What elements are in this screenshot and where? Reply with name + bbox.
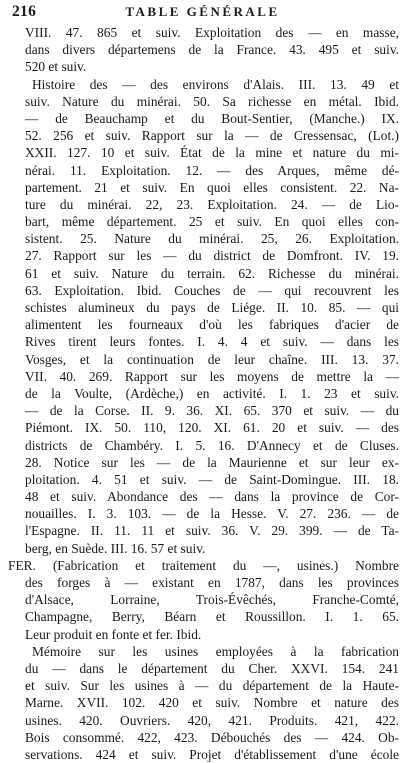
index-line: l'Espagne. II. 11. 11 et suiv. 36. V. 29. 399. — de Ta-: [25, 523, 399, 539]
index-line: sistent. 25. Nature du minérai. 25, 26. Exploitation.: [25, 231, 399, 247]
index-line: du — dans le département du Cher. XXVI. 154. 241: [25, 660, 399, 676]
index-line: Rives tirent leurs fontes. I. 4. 4 et suiv. — dans les: [25, 334, 399, 350]
running-head: [6, 3, 399, 23]
index-line: usines. 420. Ouvriers. 420, 421. Produits. 421, 422.: [25, 712, 399, 728]
index-line: berg, en Suède. III. 16. 57 et suiv.: [25, 540, 206, 556]
index-line: bart, même département. 25 et suiv. En quoi elles con-: [25, 214, 399, 230]
index-body: [8, 24, 399, 763]
index-line: alimentent les fourneaux d'où les fabriques d'acier de: [25, 317, 399, 333]
index-line: suiv. Nature du minérai. 50. Sa richesse en métal. Ibid.: [25, 93, 399, 109]
index-line: nérai. 11. Exploitation. 12. — des Arques, même dé-: [25, 162, 399, 178]
index-line: nouailles. I. 3. 103. — de la Hesse. V. 27. 236. — de: [25, 506, 399, 522]
index-line: 61 et suiv. Nature du terrain. 62. Richesse du minérai.: [25, 265, 399, 281]
index-line: Champagne, Berry, Béarn et Roussillon. I. 1. 65.: [25, 609, 399, 625]
index-line: 520 et suiv.: [25, 59, 87, 75]
index-line: VII. 40. 269. Rapport sur les moyens de mettre la —: [25, 368, 399, 384]
index-line: Piémont. IX. 50. 110, 120. XI. 61. 20 et suiv. — des: [25, 420, 399, 436]
index-line: de la Voulte, (Ardèche,) en activité. I. 1. 23 et suiv.: [25, 385, 399, 401]
index-line: schistes alumineux du pays de Liége. II. 10. 85. — qui: [25, 300, 399, 315]
index-line: 28. Notice sur les — de la Maurienne et sur leur ex-: [25, 454, 399, 470]
index-line: 27. Rapport sur les — du district de Domfront. IV. 19.: [25, 248, 399, 264]
index-line: 48 et suiv. Abondance des — dans la province de Cor-: [25, 489, 399, 505]
index-line: et suiv. Sur les usines à — du département de la Haute-: [25, 678, 399, 694]
index-line: FER. (Fabrication et traitement du —, usines.) Nombre: [8, 557, 399, 573]
index-line: Leur produit en fonte et fer. Ibid.: [25, 626, 202, 642]
index-line: Marne. XVII. 102. 420 et suiv. Nombre et nature des: [25, 695, 399, 711]
index-line: VIII. 47. 865 et suiv. Exploitation des — en masse,: [25, 25, 399, 40]
index-line: servations. 424 et suiv. Projet d'établissement d'une école: [25, 746, 399, 762]
index-line: — de Beauchamp et du Bout-Sentier, (Manche.) IX.: [25, 110, 399, 126]
index-line: 52. 256 et suiv. Rapport sur la — de Cressensac, (Lot.): [25, 128, 399, 144]
index-line: des forges à — existant en 1787, dans les provinces: [25, 575, 399, 590]
index-line: Histoire des — des environs d'Alais. III. 13. 49 et: [32, 76, 399, 92]
index-line: partement. 21 et suiv. En quoi elles consistent. 22. Na-: [25, 179, 399, 195]
index-line: Mémoire sur les usines employées à la fabrication: [32, 643, 399, 659]
index-line: Bois consommé. 422, 423. Débouchés des — 424. Ob-: [25, 729, 399, 745]
index-line: districts de Chambéry. I. 5. 16. D'Annecy et de Cluses.: [25, 437, 399, 453]
index-line: ture du minérai. 22, 23. Exploitation. 24. — de Lio-: [25, 196, 399, 212]
index-line: 63. Exploitation. Ibid. Couches de — qui recouvrent les: [25, 282, 399, 298]
page-number: 216: [12, 3, 37, 20]
index-line: dans divers départemens de la France. 43. 495 et suiv.: [25, 42, 399, 58]
index-line: XXII. 127. 10 et suiv. État de la mine et nature du mi-: [25, 145, 399, 161]
running-title: TABLE GÉNÉRALE: [125, 4, 280, 19]
index-line: Vosges, et la continuation de leur chaîne. III. 13. 37.: [25, 351, 399, 367]
index-line: d'Alsace, Lorraine, Trois-Évêchés, Franche-Comté,: [25, 592, 399, 608]
index-line: — de la Corse. II. 9. 36. XI. 65. 370 et suiv. — du: [25, 403, 399, 419]
index-line: ploitation. 4. 51 et suiv. — de Saint-Domingue. III. 18.: [25, 471, 399, 487]
